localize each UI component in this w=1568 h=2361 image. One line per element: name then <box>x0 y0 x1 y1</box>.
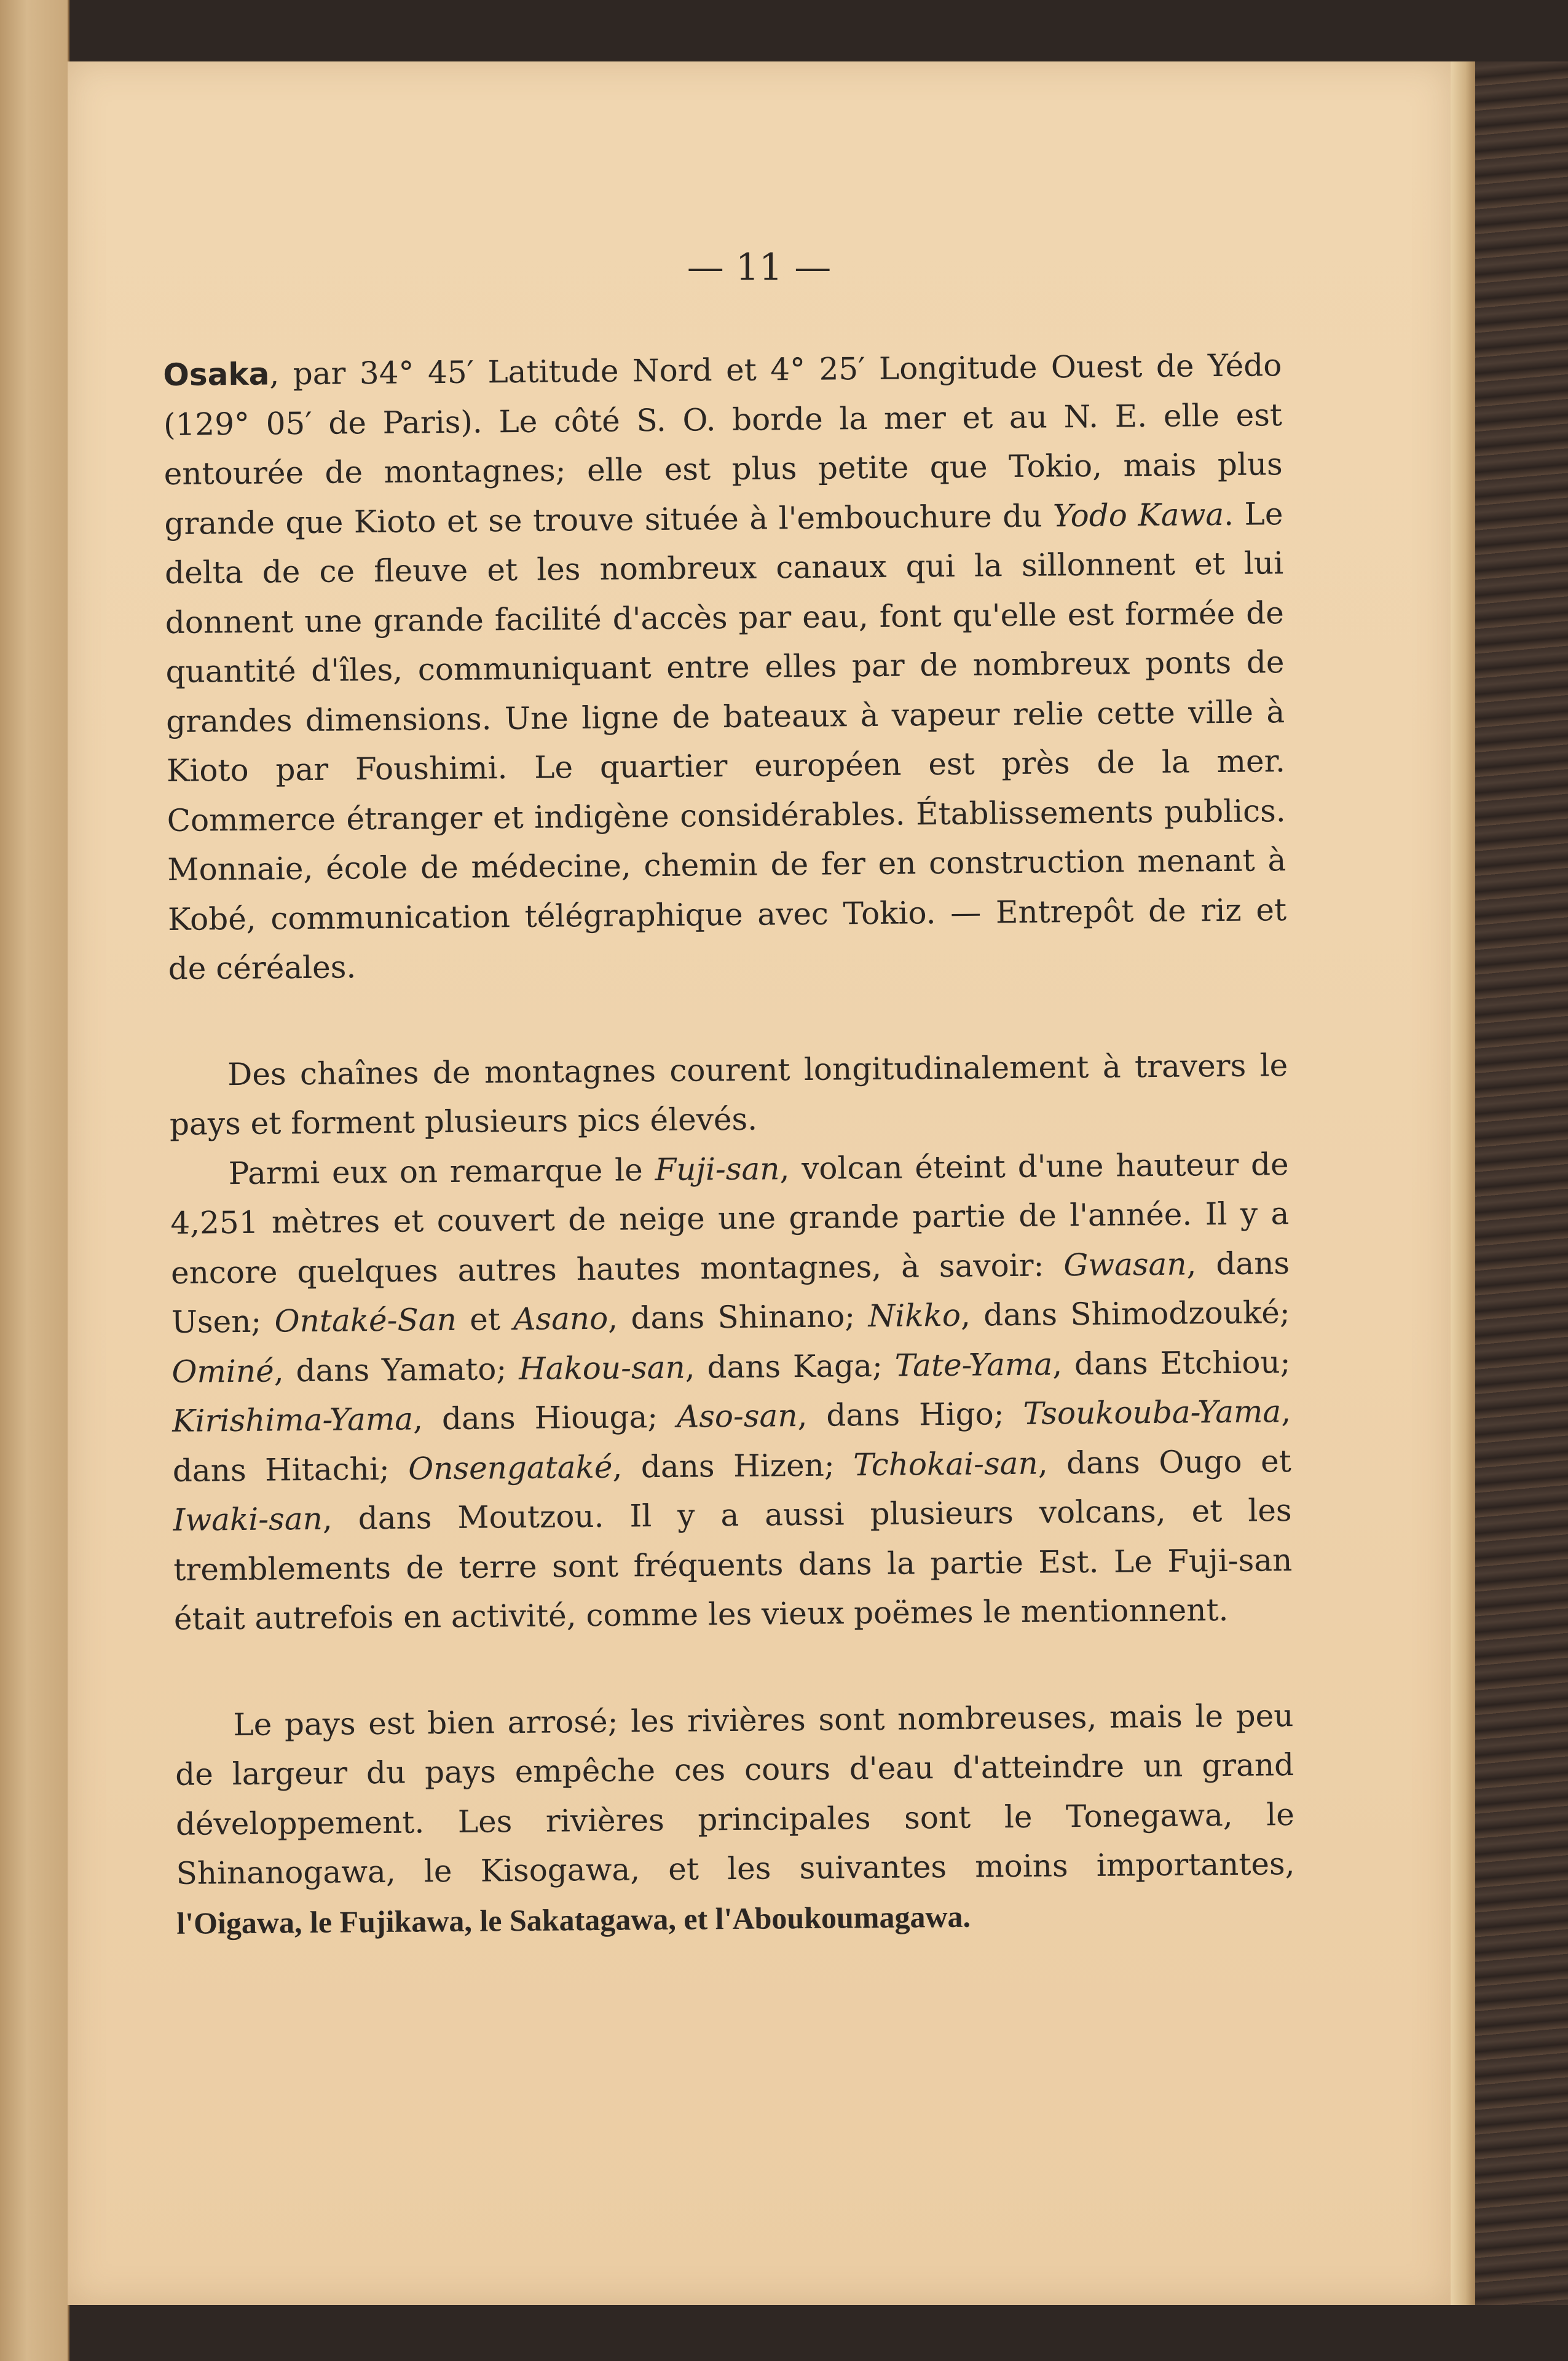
mountain-name: Tsoukouba-Yama <box>1023 1393 1282 1432</box>
page-stack-edge <box>1451 61 1475 2305</box>
mountain-name: Iwaki-san <box>173 1500 323 1538</box>
river-name: Yodo Kawa <box>1052 496 1224 534</box>
mountain-name: Nikko <box>868 1297 961 1334</box>
mountain-name: Hakou-san <box>518 1349 685 1387</box>
place-name-osaka: Osaka <box>163 356 270 393</box>
book-page <box>68 61 1451 2305</box>
rivers-last-line: l'Oigawa, le Fujikawa, le Sakatagawa, et l'Aboukoumagawa. <box>176 1899 971 1941</box>
paragraph-rivers: Le pays est bien arrosé; les rivières sont nombreuses, mais le peu de largeur du pays empêche ces cours d'eau d'atteindre un grand développement. Les rivières principales sont le Tonegawa, le Shinanogawa, le Kisogawa, et les suivantes moins importantes, l'Oigawa, le Fujikawa, le Sakatagawa, et l'Aboukoumagawa. <box>175 1697 1295 1941</box>
paragraph-peaks: Parmi eux on remarque le Fuji-san, volcan éteint d'une hauteur de 4,251 mètres et couvert de neige une grande partie de l'année. Il y a encore quelques autres hautes montagnes, à savoir: Gwasan, dans Usen; Ontaké-San et Asano, dans Shinano; Nikko, dans Shimodzouké; Ominé, dans Yamato; Hakou-san, dans Kaga; Tate-Yama, dans Etchiou; Kirishima-Yama, dans Hiouga; Aso-san, dans Higo; Tsoukouba-Yama, dans Hitachi; Onsengataké, dans Hizen; Tchokai-san, dans Ougo et Iwaki-san, dans Moutzou. Il y a aussi plusieurs volcans, et les tremblements de terre sont fréquents dans la partie Est. Le Fuji-san était autrefois en activité, comme les vieux poëmes le mentionnent. <box>170 1146 1293 1637</box>
page-number: — 11 — <box>687 246 832 289</box>
mountain-name: Onsengataké <box>408 1449 613 1487</box>
mountain-name: Tate-Yama <box>894 1346 1053 1384</box>
book-cover <box>1475 61 1568 2305</box>
mountain-name: Kirishima-Yama <box>171 1401 414 1439</box>
mountain-name: Asano <box>513 1300 609 1338</box>
mountain-name: Aso-san <box>676 1398 798 1435</box>
paragraph-chains: Des chaînes de montagnes courent longitudinalement à travers le pays et forment plusieurs pics élevés. <box>169 1047 1288 1142</box>
mountain-name: Ontaké-San <box>274 1301 457 1339</box>
mountain-name: Ominé <box>171 1352 274 1390</box>
mountain-name: Gwasan <box>1063 1246 1187 1283</box>
paragraph-osaka: Osaka, par 34° 45′ Latitude Nord et 4° 25′ Longitude Ouest de Yédo (129° 05′ de Paris). Le côté S. O. borde la mer et au N. E. elle est entourée de montagnes; elle est plus petite que Tokio, mais plus grande que Kioto et se trouve située à l'embouchure du Yodo Kawa. Le delta de ce fleuve et les nombreux canaux qui la sillonnent et lui donnent une grande facilité d'accès par eau, font qu'elle est formée de quantité d'îles, communiquant entre elles par de nombreux ponts de grandes dimensions. Une ligne de bateaux à vapeur relie cette ville à Kioto par Foushimi. Le quartier européen est près de la mer. Commerce étranger et indigène considérables. Établissements publics. Monnaie, école de médecine, chemin de fer en construction menant à Kobé, communication télégraphique avec Tokio. — Entrepôt de riz et de céréales. <box>163 347 1287 987</box>
previous-page-edge <box>0 0 69 2361</box>
mountain-name: Tchokai-san <box>853 1445 1038 1483</box>
mountain-name: Fuji-san <box>655 1150 780 1188</box>
body-text <box>163 341 1296 1948</box>
